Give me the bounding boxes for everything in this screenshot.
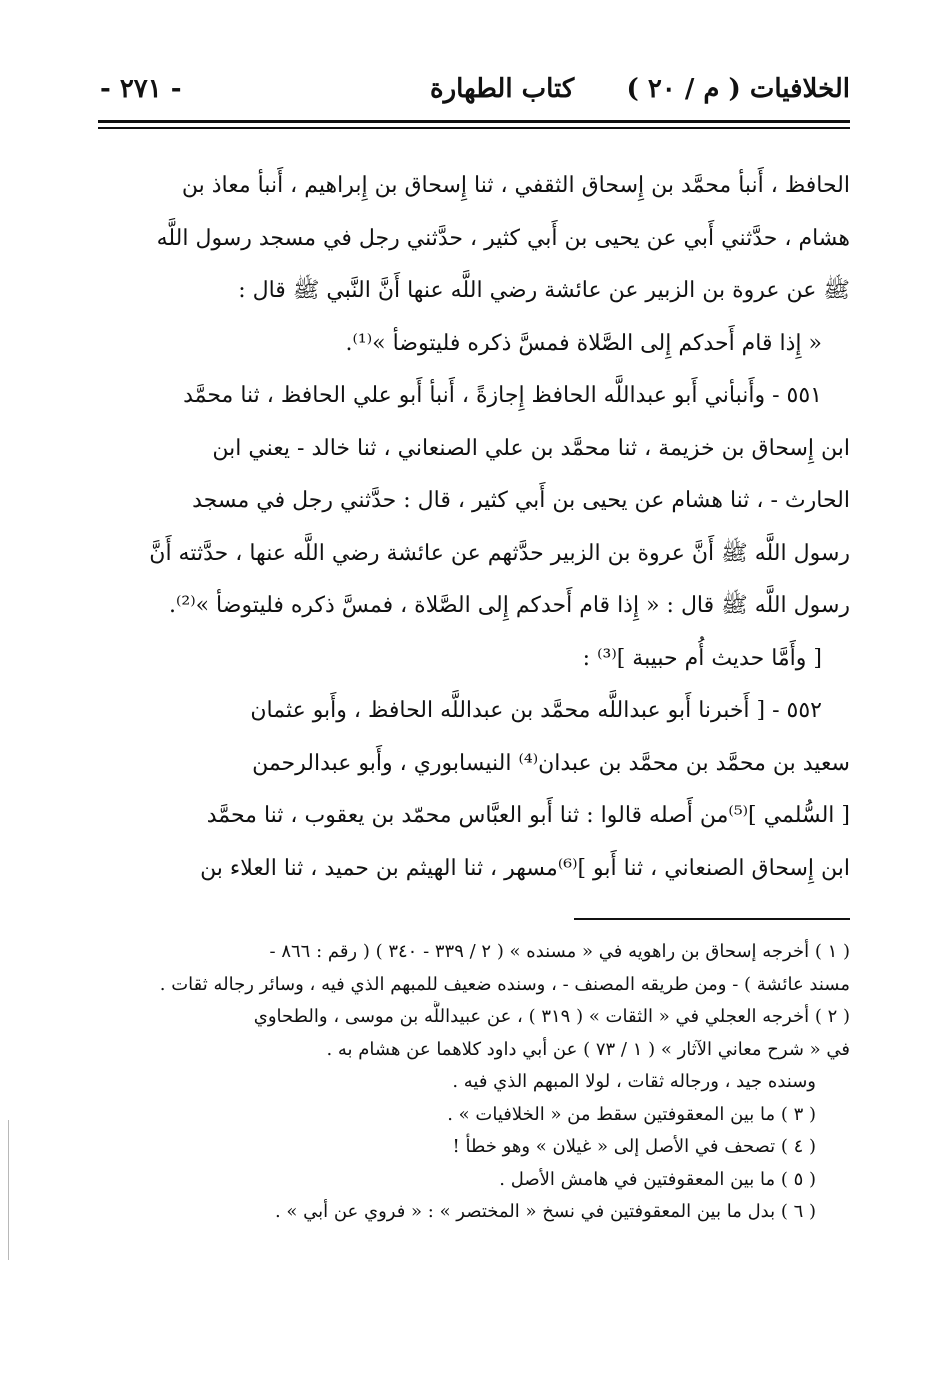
text-line: الحارث - ، ثنا هشام عن يحيى بن أَبي كثير ، قال : حدَّثني رجل في مسجد (192, 488, 850, 513)
text-line: رسول اللَّه ﷺ أَنَّ عروة بن الزبير حدَّثهم عن عائشة رضي اللَّه عنها ، حدَّثته أَنَّ (149, 540, 850, 566)
header-rule-thin (98, 127, 850, 129)
running-header (100, 68, 850, 118)
book-title: كتاب الطهارة (430, 74, 575, 104)
text-line: الحافظ ، أَنبأ محمَّد بن إِسحاق الثقفي ، ثنا إِسحاق بن إِبراهيم ، أَنبأ معاذ بن (181, 173, 850, 198)
text-line: ﷺ عن عروة بن الزبير عن عائشة رضي اللَّه عنها أَنَّ النَّبي ﷺ قال : (238, 278, 850, 303)
footnote-line: ( ١ ) أخرجه إسحاق بن راهويه في « مسنده » ( ٢ / ٣٣٩ - ٣٤٠ ) ( رقم : ٨٦٦ - (269, 941, 850, 962)
text-line: ٥٥٢ - [ أَخبرنا أَبو عبداللَّه محمَّد بن عبداللَّه الحافظ ، وأَبو عثمان (250, 698, 822, 723)
footnote-line: مسند عائشة ) - ومن طريقه المصنف - ، وسنده ضعيف للمبهم الذي فيه ، وسائر رجاله ثقات . (159, 973, 850, 995)
text-line: [ السُّلمي ]⁽⁵⁾من أَصله قالوا : ثنا أَبو العبَّاس محمّد بن يعقوب ، ثنا محمَّد (206, 803, 850, 828)
footnote-line: في « شرح معاني الآثار » ( ١ / ٧٣ ) عن أبي داود كلاهما عن هشام به . (326, 1038, 850, 1060)
footnote-line: ( ٥ ) ما بين المعقوفتين في هامش الأصل . (499, 1168, 816, 1190)
footnote-line: ( ٤ ) تصحف في الأصل إلى « غيلان » وهو خطأ ! (452, 1136, 816, 1157)
main-text (98, 160, 850, 895)
footnote-separator (574, 918, 850, 920)
footnote-line: ( ٣ ) ما بين المعقوفتين سقط من « الخلافيات » . (447, 1103, 816, 1125)
text-line: ٥٥١ - وأَنبأني أَبو عبداللَّه الحافظ إِجازةً ، أَنبأ أَبو علي الحافظ ، ثنا محمَّد (183, 383, 822, 408)
page-number: - ٢٧١ - (100, 74, 182, 104)
running-title: الخلافيات ( م / ٢٠ ) (626, 74, 850, 104)
header-rule-thick (98, 120, 850, 123)
text-line: [ وأَمَّا حديث أُم حبيبة ]⁽³⁾ : (582, 645, 822, 671)
footnote-line: ( ٦ ) بدل ما بين المعقوفتين في نسخ « المختصر » : « فروي عن أبي » . (274, 1201, 816, 1222)
page-edge-shadow (8, 1120, 9, 1260)
footnote-line: ( ٢ ) أخرجه العجلي في « الثقات » ( ٣١٩ ) ، عن عبيداللَّه بن موسى ، والطحاوي (253, 1006, 850, 1027)
footnotes (98, 936, 850, 1229)
text-line: ابن إِسحاق الصنعاني ، ثنا أَبو ]⁽⁶⁾مسهر ، ثنا الهيثم بن حميد ، ثنا العلاء بن (200, 855, 850, 881)
text-line: سعيد بن محمَّد بن محمَّد بن عبدان⁽⁴⁾ النيسابوري ، وأَبو عبدالرحمن (252, 750, 850, 776)
text-line: « إِذا قام أَحدكم إِلى الصَّلاة فمسَّ ذكره فليتوضأ »⁽¹⁾. (345, 330, 822, 356)
footnote-line: وسنده جيد ، ورجاله ثقات ، لولا المبهم الذي فيه . (452, 1071, 816, 1092)
text-line: هشام ، حدَّثني أَبي عن يحيى بن أَبي كثير ، حدَّثني رجل في مسجد رسول اللَّه (156, 225, 850, 251)
text-line: رسول اللَّه ﷺ قال : « إِذا قام أَحدكم إِلى الصَّلاة ، فمسَّ ذكره فليتوضأ »⁽²⁾. (168, 593, 850, 618)
text-line: ابن إِسحاق بن خزيمة ، ثنا محمَّد بن علي الصنعاني ، ثنا خالد - يعني ابن (212, 435, 850, 461)
